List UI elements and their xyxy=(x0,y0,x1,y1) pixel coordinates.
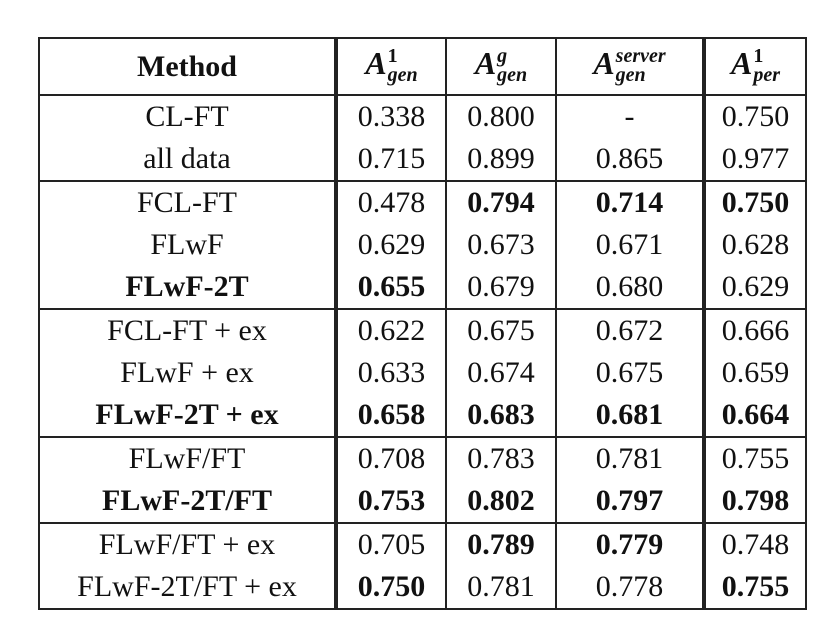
method-cell: FLwF/FT xyxy=(39,437,336,480)
method-cell: FLwF-2T + ex xyxy=(95,398,279,431)
method-cell: FLwF-2T/FT + ex xyxy=(77,570,297,603)
table-row xyxy=(39,523,806,566)
a1-per-cell: 0.798 xyxy=(704,480,806,523)
ag-gen-cell: 0.899 xyxy=(446,138,556,181)
aserver-gen-cell: 0.680 xyxy=(556,266,704,309)
aserver-gen-cell: 0.671 xyxy=(556,224,704,266)
aserver-gen-cell: 0.865 xyxy=(556,138,704,181)
a1-per-cell: 0.750 xyxy=(704,181,806,224)
a1-per-cell: 0.659 xyxy=(704,352,806,394)
method-cell: FCL-FT xyxy=(39,181,336,224)
a1-gen-cell: 0.658 xyxy=(336,394,446,437)
a1-per-cell: 0.750 xyxy=(704,95,806,138)
table-row xyxy=(39,352,806,394)
a1-gen-cell: 0.478 xyxy=(336,181,446,224)
method-cell: FLwF + ex xyxy=(120,356,254,389)
aserver-gen-cell: 0.781 xyxy=(556,437,704,480)
header-a1-gen: A 1 gen xyxy=(336,38,446,95)
ag-gen-cell: 0.675 xyxy=(446,309,556,352)
a1-gen-cell: 0.705 xyxy=(336,523,446,566)
method-cell: all data xyxy=(143,142,231,175)
ag-gen-cell: 0.673 xyxy=(446,224,556,266)
a1-per-cell: 0.755 xyxy=(704,437,806,480)
ag-gen-cell: 0.674 xyxy=(446,352,556,394)
results-table xyxy=(38,37,807,610)
table-row xyxy=(39,566,806,609)
a1-gen-cell: 0.708 xyxy=(336,437,446,480)
ag-gen-cell: 0.679 xyxy=(446,266,556,309)
method-cell: FLwF-2T xyxy=(125,270,249,303)
ag-gen-cell: 0.783 xyxy=(446,437,556,480)
a1-per-cell: 0.628 xyxy=(704,224,806,266)
header-row xyxy=(39,38,806,95)
a1-gen-cell: 0.633 xyxy=(336,352,446,394)
a1-gen-cell: 0.753 xyxy=(336,480,446,523)
a1-gen-cell: 0.629 xyxy=(336,224,446,266)
method-cell: FCL-FT + ex xyxy=(39,309,336,352)
aserver-gen-cell: 0.797 xyxy=(556,480,704,523)
table-row xyxy=(39,437,806,480)
table-row xyxy=(39,224,806,266)
header-aserver-gen: A server gen xyxy=(556,38,704,95)
table-row xyxy=(39,138,806,181)
table-row xyxy=(39,480,806,523)
a1-per-cell: 0.629 xyxy=(704,266,806,309)
aserver-gen-cell: 0.672 xyxy=(556,309,704,352)
ag-gen-cell: 0.794 xyxy=(446,181,556,224)
ag-gen-cell: 0.789 xyxy=(446,523,556,566)
aserver-gen-cell: 0.681 xyxy=(556,394,704,437)
table-row xyxy=(39,181,806,224)
method-cell: FLwF xyxy=(150,228,224,261)
a1-per-cell: 0.748 xyxy=(704,523,806,566)
a1-per-cell: 0.755 xyxy=(704,566,806,609)
ag-gen-cell: 0.781 xyxy=(446,566,556,609)
a1-per-cell: 0.664 xyxy=(704,394,806,437)
header-method: Method xyxy=(39,38,336,95)
ag-gen-cell: 0.802 xyxy=(446,480,556,523)
a1-per-cell: 0.977 xyxy=(704,138,806,181)
table-row xyxy=(39,394,806,437)
header-a1-per: A 1 per xyxy=(704,38,806,95)
a1-gen-cell: 0.655 xyxy=(336,266,446,309)
method-cell: CL-FT xyxy=(145,100,229,133)
ag-gen-cell: 0.800 xyxy=(446,95,556,138)
a1-gen-cell: 0.622 xyxy=(336,309,446,352)
table-row xyxy=(39,95,806,138)
ag-gen-cell: 0.683 xyxy=(446,394,556,437)
aserver-gen-cell: 0.778 xyxy=(556,566,704,609)
a1-gen-cell: 0.715 xyxy=(336,138,446,181)
method-cell: FLwF/FT + ex xyxy=(39,523,336,566)
table-row xyxy=(39,309,806,352)
header-ag-gen: A g gen xyxy=(446,38,556,95)
a1-per-cell: 0.666 xyxy=(704,309,806,352)
aserver-gen-cell: 0.779 xyxy=(556,523,704,566)
a1-gen-cell: 0.750 xyxy=(336,566,446,609)
a1-gen-cell: 0.338 xyxy=(336,95,446,138)
aserver-gen-cell: 0.675 xyxy=(556,352,704,394)
aserver-gen-cell: 0.714 xyxy=(556,181,704,224)
table-row xyxy=(39,266,806,309)
method-cell: FLwF-2T/FT xyxy=(102,484,272,517)
aserver-gen-cell: - xyxy=(556,95,704,138)
